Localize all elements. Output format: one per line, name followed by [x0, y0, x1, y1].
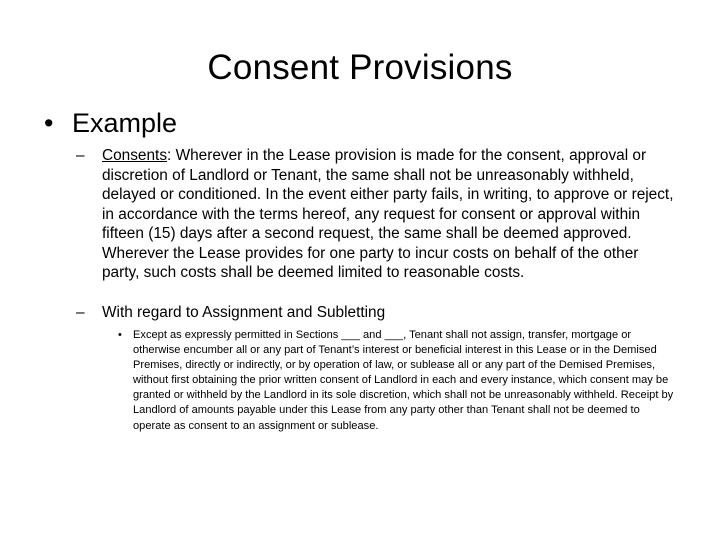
bullet-marker: •: [44, 108, 54, 138]
assignment-heading-text: With regard to Assignment and Subletting: [102, 304, 386, 321]
dash-marker: –: [76, 304, 85, 321]
slide-title: Consent Provisions: [207, 48, 513, 87]
dash-marker: –: [76, 147, 85, 164]
bullet-example-text: Example: [72, 108, 178, 138]
consents-text: : Wherever in the Lease provision is made for the consent, approval or discretion of Landlord or Tenant, the same shall not be unreasonably withheld, delayed or conditioned. In the event either party fails, in writing, to approve or reject, in accordance with the terms hereof, any request for consent or approval within fifteen (15) days after a second request, the same shall be deemed approved. Wherever the Lease provides for one party to incur costs on behalf of the other party, such costs shall be deemed limited to reasonable costs.: [102, 147, 674, 281]
consents-body: [102, 146, 680, 283]
assignment-heading: [76, 303, 680, 323]
sub-bullet-marker: •: [118, 329, 122, 341]
assignment-paragraph: [118, 328, 678, 434]
consents-paragraph: [76, 146, 680, 283]
assignment-body: Except as expressly permitted in Sections ___ and ___, Tenant shall not assign, transfer, mortgage or otherwise encumber all or any part of Tenant’s interest or beneficial interest in this Lease or in the Demised Premises, directly or indirectly, or by operation of law, or sublease all or any part of the Demised Premises, without first obtaining the prior written consent of Landlord in each and every instance, which consent may be granted or withheld by the Landlord in its sole discretion, which shall not be unreasonably withheld. Receipt by Landlord of amounts payable under this Lease from any party other than Tenant shall not be deemed to operate as consent to an assignment or sublease.: [133, 329, 674, 432]
consents-label: Consents: [102, 147, 168, 164]
